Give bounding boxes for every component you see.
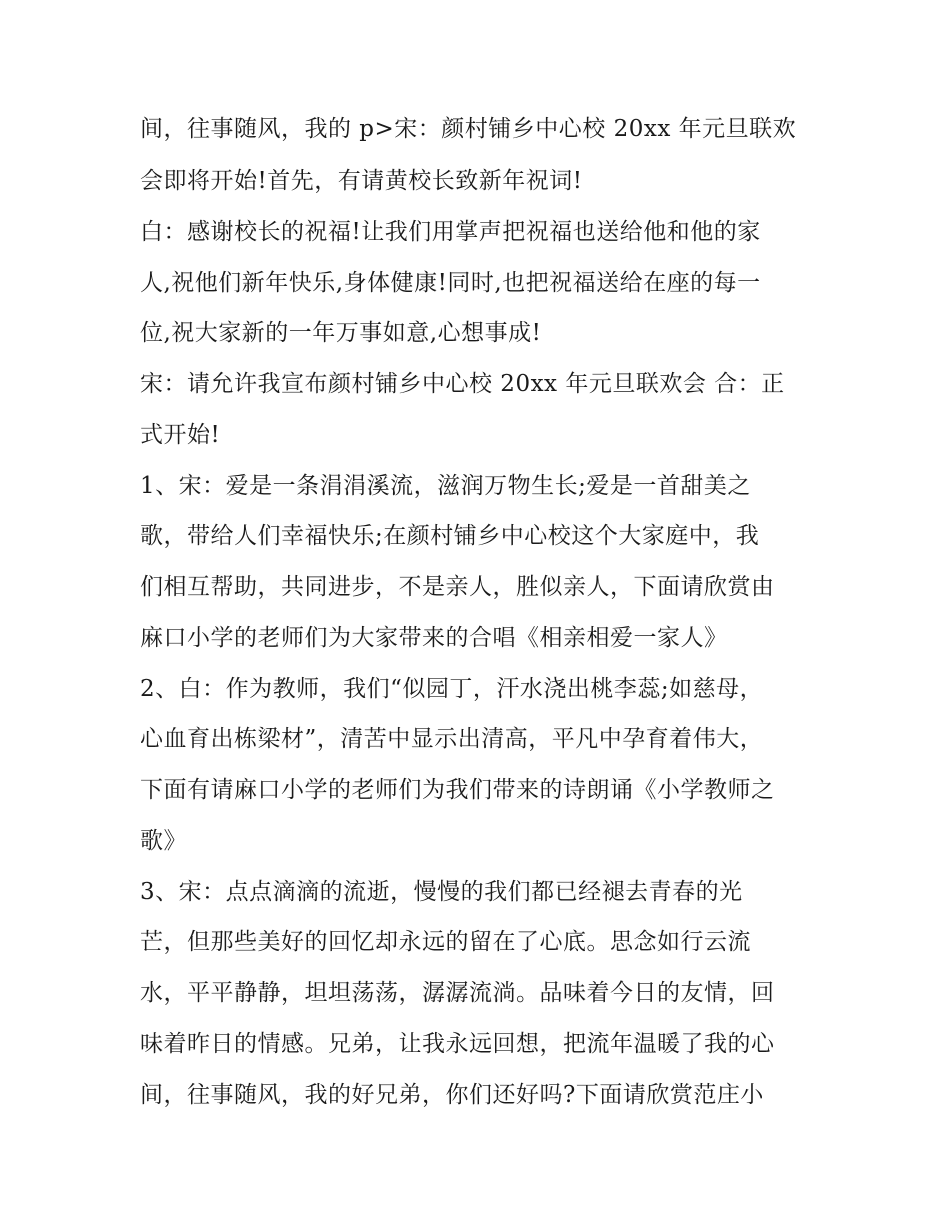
text-line: 味着昨日的情感。兄弟，让我永远回想，把流年温暖了我的心 [140,1031,775,1057]
text-line: 间，往事随风，我的 p>宋：颜村铺乡中心校 20xx 年元旦联欢 [140,116,797,142]
text-line: 歌》 [140,828,187,854]
text-line: 1、宋：爱是一条涓涓溪流，滋润万物生长;爱是一首甜美之 [140,473,751,499]
text-line: 2、白：作为教师，我们“似园丁，汗水浇出桃李蕊;如慈母， [140,676,764,702]
text-line: 麻口小学的老师们为大家带来的合唱《相亲相爱一家人》 [140,625,728,651]
text-line: 水，平平静静，坦坦荡荡，潺潺流淌。品味着今日的友情，回 [140,980,775,1006]
text-line: 心血育出栋梁材”，清苦中显示出清高，平凡中孕育着伟大， [140,726,764,752]
text-line: 宋：请允许我宣布颜村铺乡中心校 20xx 年元旦联欢会 合：正 [140,371,785,397]
text-line: 芒，但那些美好的回忆却永远的留在了心底。思念如行云流 [140,929,751,955]
text-line: 3、宋：点点滴滴的流逝，慢慢的我们都已经褪去青春的光 [140,879,743,905]
text-line: 人,祝他们新年快乐,身体健康!同时,也把祝福送给在座的每一 [140,270,761,296]
text-line: 间，往事随风，我的好兄弟，你们还好吗?下面请欣赏范庄小 [140,1082,764,1108]
text-line: 式开始! [140,422,221,448]
text-line: 们相互帮助，共同进步，不是亲人，胜似亲人，下面请欣赏由 [140,574,775,600]
text-line: 下面有请麻口小学的老师们为我们带来的诗朗诵《小学教师之 [140,777,775,803]
text-line: 会即将开始!首先，有请黄校长致新年祝词! [140,168,583,194]
text-line: 白：感谢校长的祝福!让我们用掌声把祝福也送给他和他的家 [140,219,761,245]
text-line: 位,祝大家新的一年万事如意,心想事成! [140,320,542,346]
text-line: 歌，带给人们幸福快乐;在颜村铺乡中心校这个大家庭中，我 [140,523,760,549]
